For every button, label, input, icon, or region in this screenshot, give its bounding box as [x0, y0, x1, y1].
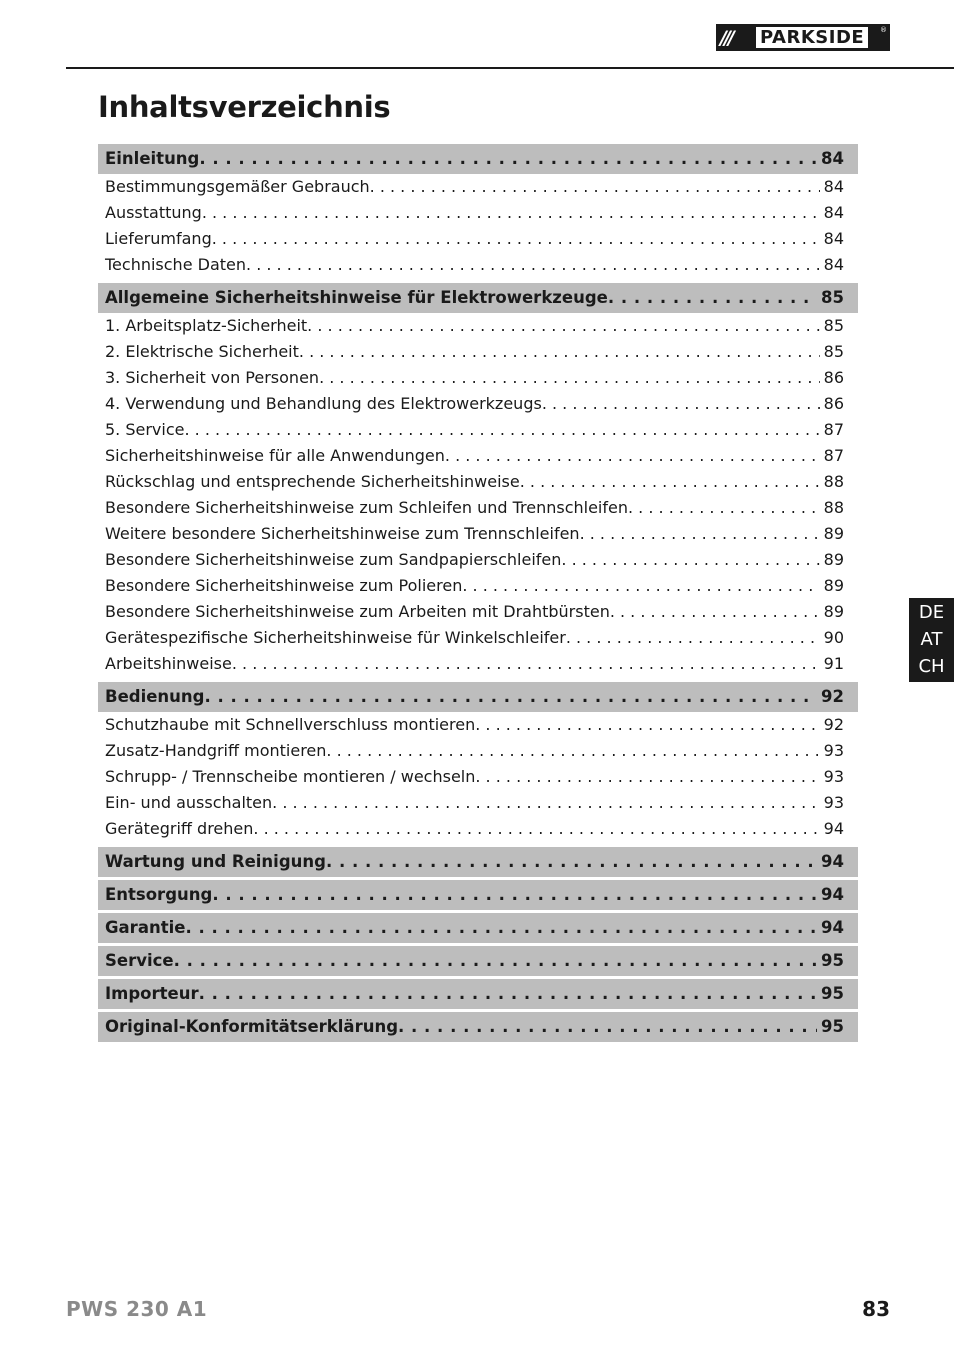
toc-heading-page: 95 [821, 951, 844, 970]
toc-entry[interactable] [98, 651, 858, 677]
toc-heading[interactable] [98, 144, 858, 174]
toc-entry-label: Lieferumfang [105, 229, 212, 248]
dot-leader [185, 913, 817, 943]
dot-leader [299, 339, 820, 365]
toc-heading-label: Einleitung [105, 149, 200, 168]
dot-leader [319, 365, 820, 391]
toc-heading-page: 94 [821, 885, 844, 904]
toc-entry-page: 89 [823, 550, 844, 569]
toc-entry-page: 89 [823, 602, 844, 621]
toc-entry[interactable] [98, 547, 858, 573]
toc-entry-label: Besondere Sicherheitshinweise zum Polieren [105, 576, 463, 595]
toc-entry-label: Weitere besondere Sicherheitshinweise zum Trennschleifen [105, 524, 580, 543]
toc-entry-page: 84 [823, 229, 844, 248]
dot-leader [462, 573, 819, 599]
dot-leader [232, 651, 820, 677]
toc-heading[interactable] [98, 946, 858, 976]
toc-entry-page: 86 [823, 394, 844, 413]
toc-entry-label: Arbeitshinweise [105, 654, 232, 673]
toc-entry-page: 87 [823, 420, 844, 439]
toc-entry-page: 84 [823, 255, 844, 274]
toc-heading[interactable] [98, 847, 858, 877]
toc-section [98, 880, 858, 910]
toc-entry[interactable] [98, 365, 858, 391]
toc-entry-page: 90 [823, 628, 844, 647]
toc-heading-page: 94 [821, 918, 844, 937]
toc-entry[interactable] [98, 599, 858, 625]
table-of-contents [98, 144, 858, 1045]
toc-heading[interactable] [98, 979, 858, 1009]
toc-entry-label: Ausstattung [105, 203, 202, 222]
toc-entry-label: Schutzhaube mit Schnellverschluss montieren [105, 715, 476, 734]
dot-leader [253, 816, 819, 842]
toc-entry-page: 87 [823, 446, 844, 465]
toc-entry-label: 1. Arbeitsplatz-Sicherheit [105, 316, 308, 335]
dot-leader [199, 144, 817, 174]
toc-section [98, 913, 858, 943]
dot-leader [212, 880, 817, 910]
language-tab [909, 598, 954, 682]
toc-entry-page: 85 [823, 316, 844, 335]
dot-leader [246, 252, 820, 278]
page-title: Inhaltsverzeichnis [98, 90, 391, 124]
toc-entry[interactable] [98, 417, 858, 443]
toc-entry[interactable] [98, 712, 858, 738]
toc-entry[interactable] [98, 339, 858, 365]
toc-entry[interactable] [98, 790, 858, 816]
dot-leader [326, 738, 819, 764]
dot-leader [204, 682, 817, 712]
toc-entry[interactable] [98, 443, 858, 469]
toc-entry[interactable] [98, 573, 858, 599]
toc-heading-label: Importeur [105, 984, 199, 1003]
dot-leader [475, 764, 819, 790]
toc-entry-label: Technische Daten [105, 255, 247, 274]
toc-entry-label: Ein- und ausschalten [105, 793, 273, 812]
toc-entry-page: 84 [823, 203, 844, 222]
toc-entry-page: 89 [823, 576, 844, 595]
toc-heading-page: 84 [821, 149, 844, 168]
language-code: DE [918, 602, 945, 623]
toc-heading-label: Wartung und Reinigung [105, 852, 326, 871]
toc-heading[interactable] [98, 1012, 858, 1042]
toc-heading[interactable] [98, 283, 858, 313]
toc-entry[interactable] [98, 495, 858, 521]
toc-section [98, 682, 858, 842]
toc-entry-page: 94 [823, 819, 844, 838]
toc-entry[interactable] [98, 200, 858, 226]
toc-entry-label: 4. Verwendung und Behandlung des Elektrowerkzeugs [105, 394, 542, 413]
dot-leader [445, 443, 820, 469]
dot-leader [520, 469, 820, 495]
brand-logo [716, 24, 890, 51]
toc-section [98, 946, 858, 976]
dot-leader [566, 625, 820, 651]
toc-heading-page: 95 [821, 984, 844, 1003]
toc-section [98, 144, 858, 278]
language-code: AT [920, 629, 943, 650]
toc-entry-label: Besondere Sicherheitshinweise zum Schleifen und Trennschleifen [105, 498, 628, 517]
dot-leader [610, 599, 820, 625]
toc-entry-label: Bestimmungsgemäßer Gebrauch [105, 177, 370, 196]
toc-section [98, 1012, 858, 1042]
toc-entry-page: 93 [823, 767, 844, 786]
toc-entry-label: 5. Service [105, 420, 185, 439]
toc-heading-page: 85 [821, 288, 844, 307]
dot-leader [580, 521, 820, 547]
toc-heading-label: Service [105, 951, 174, 970]
toc-entry[interactable] [98, 313, 858, 339]
toc-entry-page: 86 [823, 368, 844, 387]
dot-leader [628, 495, 820, 521]
toc-entry-page: 93 [823, 793, 844, 812]
toc-entry[interactable] [98, 174, 858, 200]
toc-entry-label: Gerätegriff drehen [105, 819, 254, 838]
brand-slashes: /// [720, 26, 732, 49]
toc-entry-label: Schrupp- / Trennscheibe montieren / wechseln [105, 767, 476, 786]
toc-entry[interactable] [98, 226, 858, 252]
toc-heading-label: Garantie [105, 918, 186, 937]
dot-leader [542, 391, 820, 417]
toc-heading[interactable] [98, 682, 858, 712]
dot-leader [184, 417, 819, 443]
dot-leader [174, 946, 817, 976]
language-code: CH [918, 656, 945, 677]
toc-entry-label: Besondere Sicherheitshinweise zum Sandpapierschleifen [105, 550, 562, 569]
toc-entry-label: Besondere Sicherheitshinweise zum Arbeiten mit Drahtbürsten [105, 602, 610, 621]
toc-entry-page: 92 [823, 715, 844, 734]
dot-leader [272, 790, 820, 816]
toc-entry-page: 89 [823, 524, 844, 543]
dot-leader [202, 200, 820, 226]
dot-leader [370, 174, 820, 200]
toc-entry[interactable] [98, 252, 858, 278]
toc-heading-label: Entsorgung [105, 885, 213, 904]
toc-entry-page: 91 [823, 654, 844, 673]
dot-leader [199, 979, 817, 1009]
toc-entry-label: Zusatz-Handgriff montieren [105, 741, 327, 760]
toc-entry-label: 2. Elektrische Sicherheit [105, 342, 299, 361]
brand-registered-mark: ® [880, 26, 887, 34]
toc-heading-page: 94 [821, 852, 844, 871]
toc-heading-page: 92 [821, 687, 844, 706]
toc-entry-label: Sicherheitshinweise für alle Anwendungen [105, 446, 445, 465]
dot-leader [561, 547, 819, 573]
toc-heading-label: Bedienung [105, 687, 205, 706]
toc-entry[interactable] [98, 816, 858, 842]
toc-entry[interactable] [98, 469, 858, 495]
toc-entry-page: 85 [823, 342, 844, 361]
toc-entry-page: 93 [823, 741, 844, 760]
toc-section [98, 847, 858, 877]
toc-entry[interactable] [98, 521, 858, 547]
dot-leader [398, 1012, 817, 1042]
toc-heading[interactable] [98, 913, 858, 943]
toc-entry-label: Rückschlag und entsprechende Sicherheitshinweise [105, 472, 520, 491]
toc-heading-label: Allgemeine Sicherheitshinweise für Elektrowerkzeuge [105, 288, 608, 307]
brand-name: PARKSIDE [756, 27, 868, 48]
dot-leader [608, 283, 817, 313]
dot-leader [212, 226, 820, 252]
toc-entry-label: 3. Sicherheit von Personen [105, 368, 320, 387]
toc-section [98, 979, 858, 1009]
toc-entry-label: Gerätespezifische Sicherheitshinweise für Winkelschleifer [105, 628, 566, 647]
dot-leader [475, 712, 819, 738]
toc-entry[interactable] [98, 764, 858, 790]
toc-heading-label: Original-Konformitätserklärung [105, 1017, 399, 1036]
dot-leader [326, 847, 817, 877]
dot-leader [307, 313, 819, 339]
toc-entry[interactable] [98, 738, 858, 764]
toc-section [98, 283, 858, 677]
toc-entry[interactable] [98, 391, 858, 417]
header-rule [66, 67, 954, 69]
footer-page-number: 83 [862, 1297, 890, 1321]
footer-model-name: PWS 230 A1 [66, 1297, 208, 1321]
toc-heading[interactable] [98, 880, 858, 910]
toc-entry[interactable] [98, 625, 858, 651]
toc-entry-page: 84 [823, 177, 844, 196]
toc-entry-page: 88 [823, 498, 844, 517]
toc-heading-page: 95 [821, 1017, 844, 1036]
toc-entry-page: 88 [823, 472, 844, 491]
